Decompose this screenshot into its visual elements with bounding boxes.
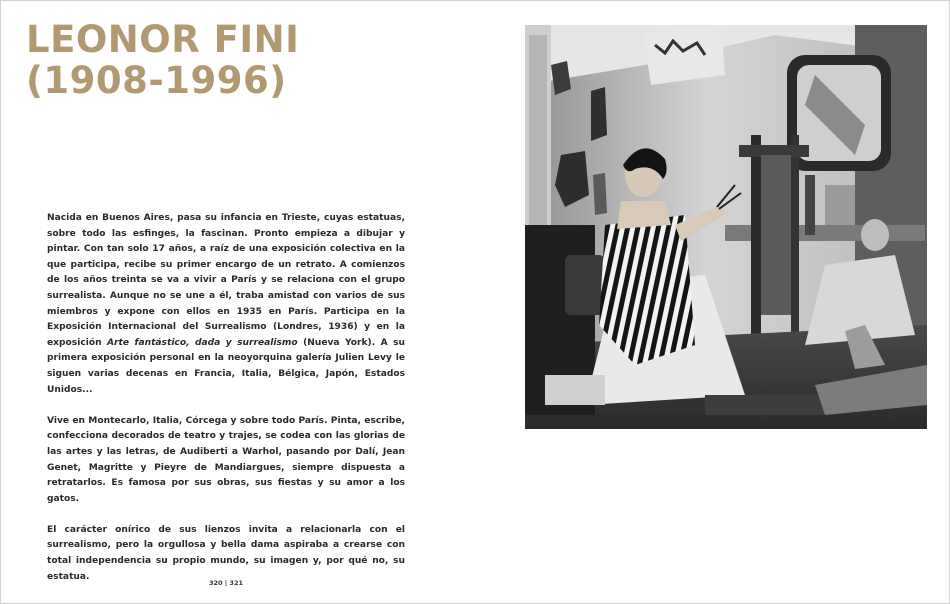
paragraph-3: El carácter onírico de sus lienzos invita a relacionarla con el surrealismo, pero la orgullosa y bella dama aspiraba a crearse con total independencia su propio mundo, su imagen y, por qué no, su estatua. xyxy=(47,524,405,582)
page-numbers: 320 | 321 xyxy=(208,579,244,587)
exhibition-title: Arte fantástico, dada y surrealismo xyxy=(107,337,298,348)
paragraph-1-part-b: (Nueva York). A su primera exposición personal en la neoyorquina galería Julien Levy le siguen varias decenas en Francia, Italia, Bélgica, Japón, Estados Unidos... xyxy=(47,337,405,395)
biography-text xyxy=(47,211,405,601)
page-title xyxy=(26,19,299,101)
paragraph-1-part-a: Nacida en Buenos Aires, pasa su infancia en Trieste, cuyas estatuas, sobre todo las esfinges, la fascinan. Pronto empieza a dibujar y pintar. Con tan solo 17 años, a raíz de una exposición colectiva en la que participa, recibe su primer encargo de un retrato. A comienzos de los años treinta se va a vivir a París y se relaciona con el grupo surrealista. Aunque no se une a él, traba amistad con varios de sus miembros y expone con ellos en 1935 en París. Participa en la Exposición Internacional del Surrealismo (Londres, 1936) y en la exposición xyxy=(47,213,405,348)
studio-photograph xyxy=(525,25,927,429)
photograph-illustration xyxy=(525,25,927,429)
paragraph-1 xyxy=(47,211,405,398)
title-dates: (1908-1996) xyxy=(26,59,287,102)
paragraph-2: Vive en Montecarlo, Italia, Córcega y sobre todo París. Pinta, escribe, confecciona decorados de teatro y trajes, se codea con las glorias de las artes y las letras, de Audiberti a Warhol, pasando por Dalí, Jean Genet, Magritte y Pieyre de Mandiargues, siempre dispuesta a retratarlos. Es famosa por sus obras, sus fiestas y su amor a los gatos. xyxy=(47,415,405,504)
title-name: LEONOR FINI xyxy=(26,18,300,61)
